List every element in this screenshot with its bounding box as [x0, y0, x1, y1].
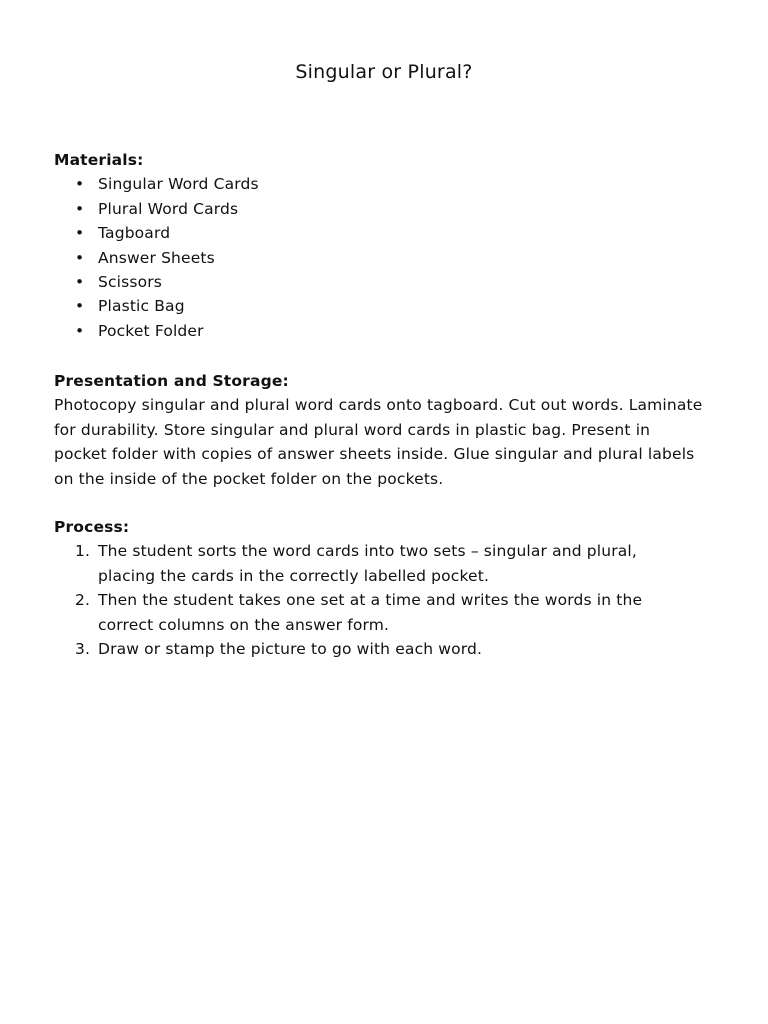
process-section [54, 515, 744, 661]
list-item-label: Tagboard [98, 224, 171, 243]
list-item-label: Plastic Bag [98, 297, 185, 316]
presentation-line: on the inside of the pocket folder on the pockets. [54, 469, 444, 488]
step-line: The student sorts the word cards into two sets – singular and plural, [98, 542, 637, 561]
list-item [54, 197, 744, 221]
list-item [54, 319, 744, 343]
step-number: 3. [75, 640, 91, 659]
bullet-icon: • [75, 321, 85, 340]
list-item-label: Answer Sheets [98, 248, 215, 267]
materials-list [54, 172, 744, 343]
list-item-label: Plural Word Cards [98, 199, 239, 218]
bullet-icon: • [75, 297, 85, 316]
bullet-icon: • [75, 175, 85, 194]
presentation-heading: Presentation and Storage: [54, 372, 289, 390]
step-line: placing the cards in the correctly labelled pocket. [98, 566, 490, 585]
bullet-icon: • [75, 273, 85, 292]
bullet-icon: • [75, 199, 85, 218]
step-line: Draw or stamp the picture to go with each word. [98, 640, 483, 659]
step-number: 1. [75, 542, 91, 561]
list-item [54, 246, 744, 270]
process-step [54, 637, 744, 661]
list-item [54, 270, 744, 294]
list-item [54, 294, 744, 318]
step-line: Then the student takes one set at a time and writes the words in the [98, 591, 643, 610]
list-item-label: Pocket Folder [98, 321, 204, 340]
materials-section [54, 148, 744, 343]
list-item [54, 172, 744, 196]
process-step [54, 588, 744, 637]
process-heading: Process: [54, 518, 130, 536]
presentation-line: pocket folder with copies of answer sheets inside. Glue singular and plural labels [54, 445, 695, 464]
list-item-label: Singular Word Cards [98, 175, 259, 194]
step-line: correct columns on the answer form. [98, 615, 390, 634]
presentation-section [54, 369, 744, 491]
presentation-line: Photocopy singular and plural word cards onto tagboard. Cut out words. Laminate [54, 396, 703, 415]
bullet-icon: • [75, 248, 85, 267]
presentation-line: for durability. Store singular and plural word cards in plastic bag. Present in [54, 420, 651, 439]
step-number: 2. [75, 591, 91, 610]
materials-heading: Materials: [54, 151, 144, 169]
list-item [54, 221, 744, 245]
process-step [54, 539, 744, 588]
process-steps-list [54, 539, 744, 661]
bullet-icon: • [75, 224, 85, 243]
page-title: Singular or Plural? [295, 61, 473, 83]
list-item-label: Scissors [98, 273, 162, 292]
